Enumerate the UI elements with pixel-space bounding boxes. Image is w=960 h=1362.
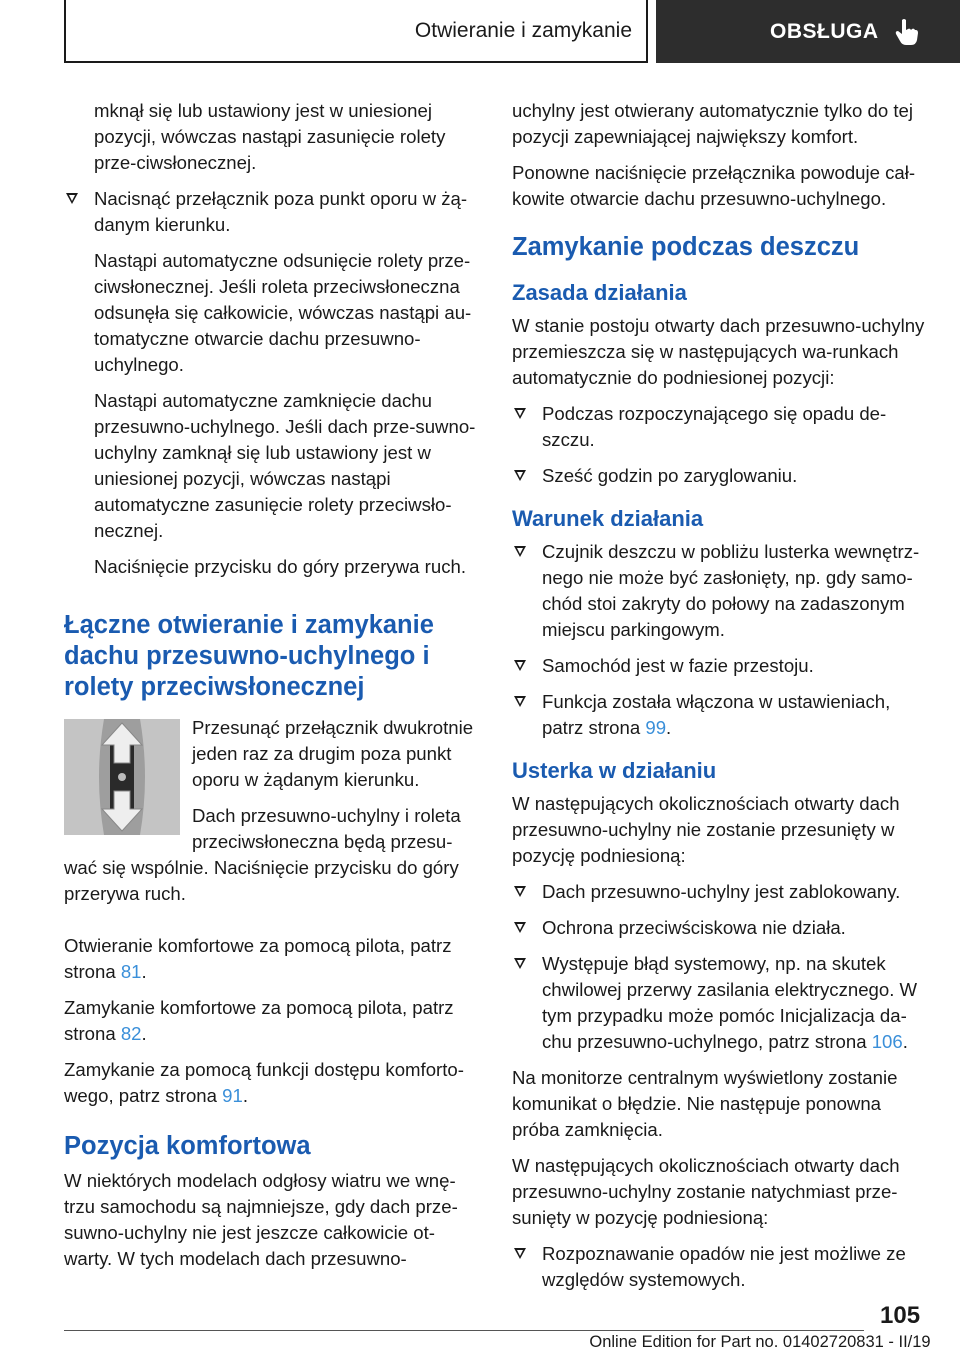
- list-item: [512, 653, 926, 679]
- list-item-text: Nacisnąć przełącznik poza punkt oporu w żą-danym kierunku.: [94, 188, 468, 235]
- header-chapter-tab[interactable]: [656, 0, 960, 63]
- list-item: [512, 879, 926, 905]
- triangle-bullet-icon: [514, 660, 526, 671]
- reference-paragraph: Zamykanie za pomocą funkcji dostępu komforto-wego, patrz strona 91.: [64, 1059, 464, 1106]
- roof-switch-illustration: [64, 719, 180, 835]
- page-link[interactable]: 82: [120, 1023, 142, 1044]
- page-link[interactable]: 99: [645, 717, 667, 738]
- subsection-heading: Zasada działania: [512, 280, 687, 305]
- list-item: [512, 463, 926, 489]
- reference-paragraph: Otwieranie komfortowe za pomocą pilota, patrz strona 81.: [64, 935, 452, 982]
- footer-divider: [64, 1330, 864, 1331]
- section-heading: Łączne otwieranie i zamykanie dachu przesuwno-uchylnego i rolety przeciwsłonecznej: [64, 611, 434, 701]
- section-heading: Zamykanie podczas deszczu: [512, 233, 860, 261]
- section-heading: Pozycja komfortowa: [64, 1132, 311, 1160]
- figure-block: [64, 715, 478, 917]
- paragraph: uchylny jest otwierany automatycznie tylko do tej pozycji zapewniającej największy komfort.: [512, 100, 913, 147]
- list-item-text: Ochrona przeciwściskowa nie działa.: [542, 917, 846, 938]
- triangle-bullet-icon: [514, 886, 526, 897]
- paragraph: Nastąpi automatyczne odsunięcie rolety prze-ciwsłonecznej. Jeśli roleta przeciwsłoneczna odsunęła się całkowicie, wówczas nastąpi au-tomatyczne otwarcie dachu przesuwno-uchylnego.: [94, 250, 472, 375]
- list-item-text: Samochód jest w fazie przestoju.: [542, 655, 814, 676]
- paragraph: Przesunąć przełącznik dwukrotnie jeden raz za drugim poza punkt oporu w żądanym kierunku.: [192, 717, 474, 790]
- subsection-heading: Warunek działania: [512, 506, 704, 531]
- list-item-text: Rozpoznawanie opadów nie jest możliwe ze względów systemowych.: [542, 1243, 906, 1290]
- list-item-text: Dach przesuwno-uchylny jest zablokowany.: [542, 881, 901, 902]
- list-item: [64, 186, 478, 238]
- triangle-bullet-icon: [514, 922, 526, 933]
- chapter-title: OBSŁUGA: [770, 19, 879, 43]
- list-item: [512, 951, 926, 1055]
- paragraph: Na monitorze centralnym wyświetlony zostanie komunikat o błędzie. Nie następuje ponowna próba zamknięcia.: [512, 1067, 898, 1140]
- paragraph: W niektórych modelach odgłosy wiatru we wnę-trzu samochodu są najmniejsze, gdy dach prze-suwno-uchylny nie jest jeszcze całkowicie ot-warty. W tych modelach dach przesuwno-: [64, 1170, 458, 1269]
- list-item: [512, 689, 926, 741]
- triangle-bullet-icon: [514, 696, 526, 707]
- hand-pointer-icon: [895, 18, 919, 46]
- paragraph: W następujących okolicznościach otwarty dach przesuwno-uchylny nie zostanie przesunięty w pozycję podniesioną:: [512, 793, 900, 866]
- roof-switch-image: [64, 719, 180, 835]
- triangle-bullet-icon: [514, 958, 526, 969]
- page-link[interactable]: 81: [120, 961, 142, 982]
- list-item-text: Podczas rozpoczynającego się opadu de-szczu.: [542, 403, 887, 450]
- left-column: [64, 98, 478, 1282]
- header-section-title: [64, 0, 648, 63]
- right-column: [512, 98, 926, 1303]
- list-item: [512, 915, 926, 941]
- list-item: [512, 1241, 926, 1293]
- paragraph: Ponowne naciśnięcie przełącznika powoduje cał-kowite otwarcie dachu przesuwno-uchylnego.: [512, 162, 916, 209]
- list-item-text: Sześć godzin po zaryglowaniu.: [542, 465, 798, 486]
- triangle-bullet-icon: [66, 193, 78, 204]
- page-link[interactable]: 106: [871, 1031, 903, 1052]
- paragraph: mknął się lub ustawiony jest w uniesionej pozycji, wówczas nastąpi zasunięcie rolety prze-ciwsłonecznej.: [94, 100, 446, 173]
- list-item: [512, 539, 926, 643]
- paragraph: W stanie postoju otwarty dach przesuwno-uchylny przemieszcza się w następujących wa-runkach automatycznie do podniesionej pozycji:: [512, 315, 925, 388]
- paragraph: Naciśnięcie przycisku do góry przerywa ruch.: [94, 556, 467, 577]
- triangle-bullet-icon: [514, 546, 526, 557]
- page-link[interactable]: 91: [222, 1085, 243, 1106]
- paragraph: W następujących okolicznościach otwarty dach przesuwno-uchylny zostanie natychmiast prze-sunięty w pozycję podniesioną:: [512, 1155, 900, 1228]
- triangle-bullet-icon: [514, 408, 526, 419]
- list-item-text: Występuje błąd systemowy, np. na skutek chwilowej przerwy zasilania elektrycznego. W tym przypadku może pomóc Inicjalizacja da-chu przesuwno-uchylnego, patrz strona 106.: [542, 953, 918, 1052]
- page-number: 105: [880, 1302, 921, 1329]
- list-item-text: Czujnik deszczu w pobliżu lusterka wewnętrz-nego nie może być zasłonięty, np. gdy samo-chód stoi zakryty do połowy na zadaszonym miejscu parkingowym.: [542, 541, 920, 640]
- footer-edition: Online Edition for Part no. 01402720831 - II/19: [589, 1333, 931, 1351]
- reference-paragraph: Zamykanie komfortowe za pomocą pilota, patrz strona 82.: [64, 997, 454, 1044]
- paragraph: Nastąpi automatyczne zamknięcie dachu przesuwno-uchylnego. Jeśli dach prze-suwno-uchylny zamknął się lub ustawiony jest w uniesionej pozycji, wówczas nastąpi automatyczne zasunięcie rolety przeciwsło-necznej.: [94, 390, 476, 541]
- section-title: Otwieranie i zamykanie: [414, 18, 632, 42]
- paragraph: Dach przesuwno-uchylny i roleta przeciwsłoneczna będą przesu-wać się wspólnie. Naciśnięcie przycisku do góry przerywa ruch.: [64, 805, 461, 904]
- triangle-bullet-icon: [514, 470, 526, 481]
- subsection-heading: Usterka w działaniu: [512, 758, 717, 783]
- list-item: [512, 401, 926, 453]
- list-item-text: Funkcja została włączona w ustawieniach, patrz strona 99.: [542, 691, 891, 738]
- triangle-bullet-icon: [514, 1248, 526, 1259]
